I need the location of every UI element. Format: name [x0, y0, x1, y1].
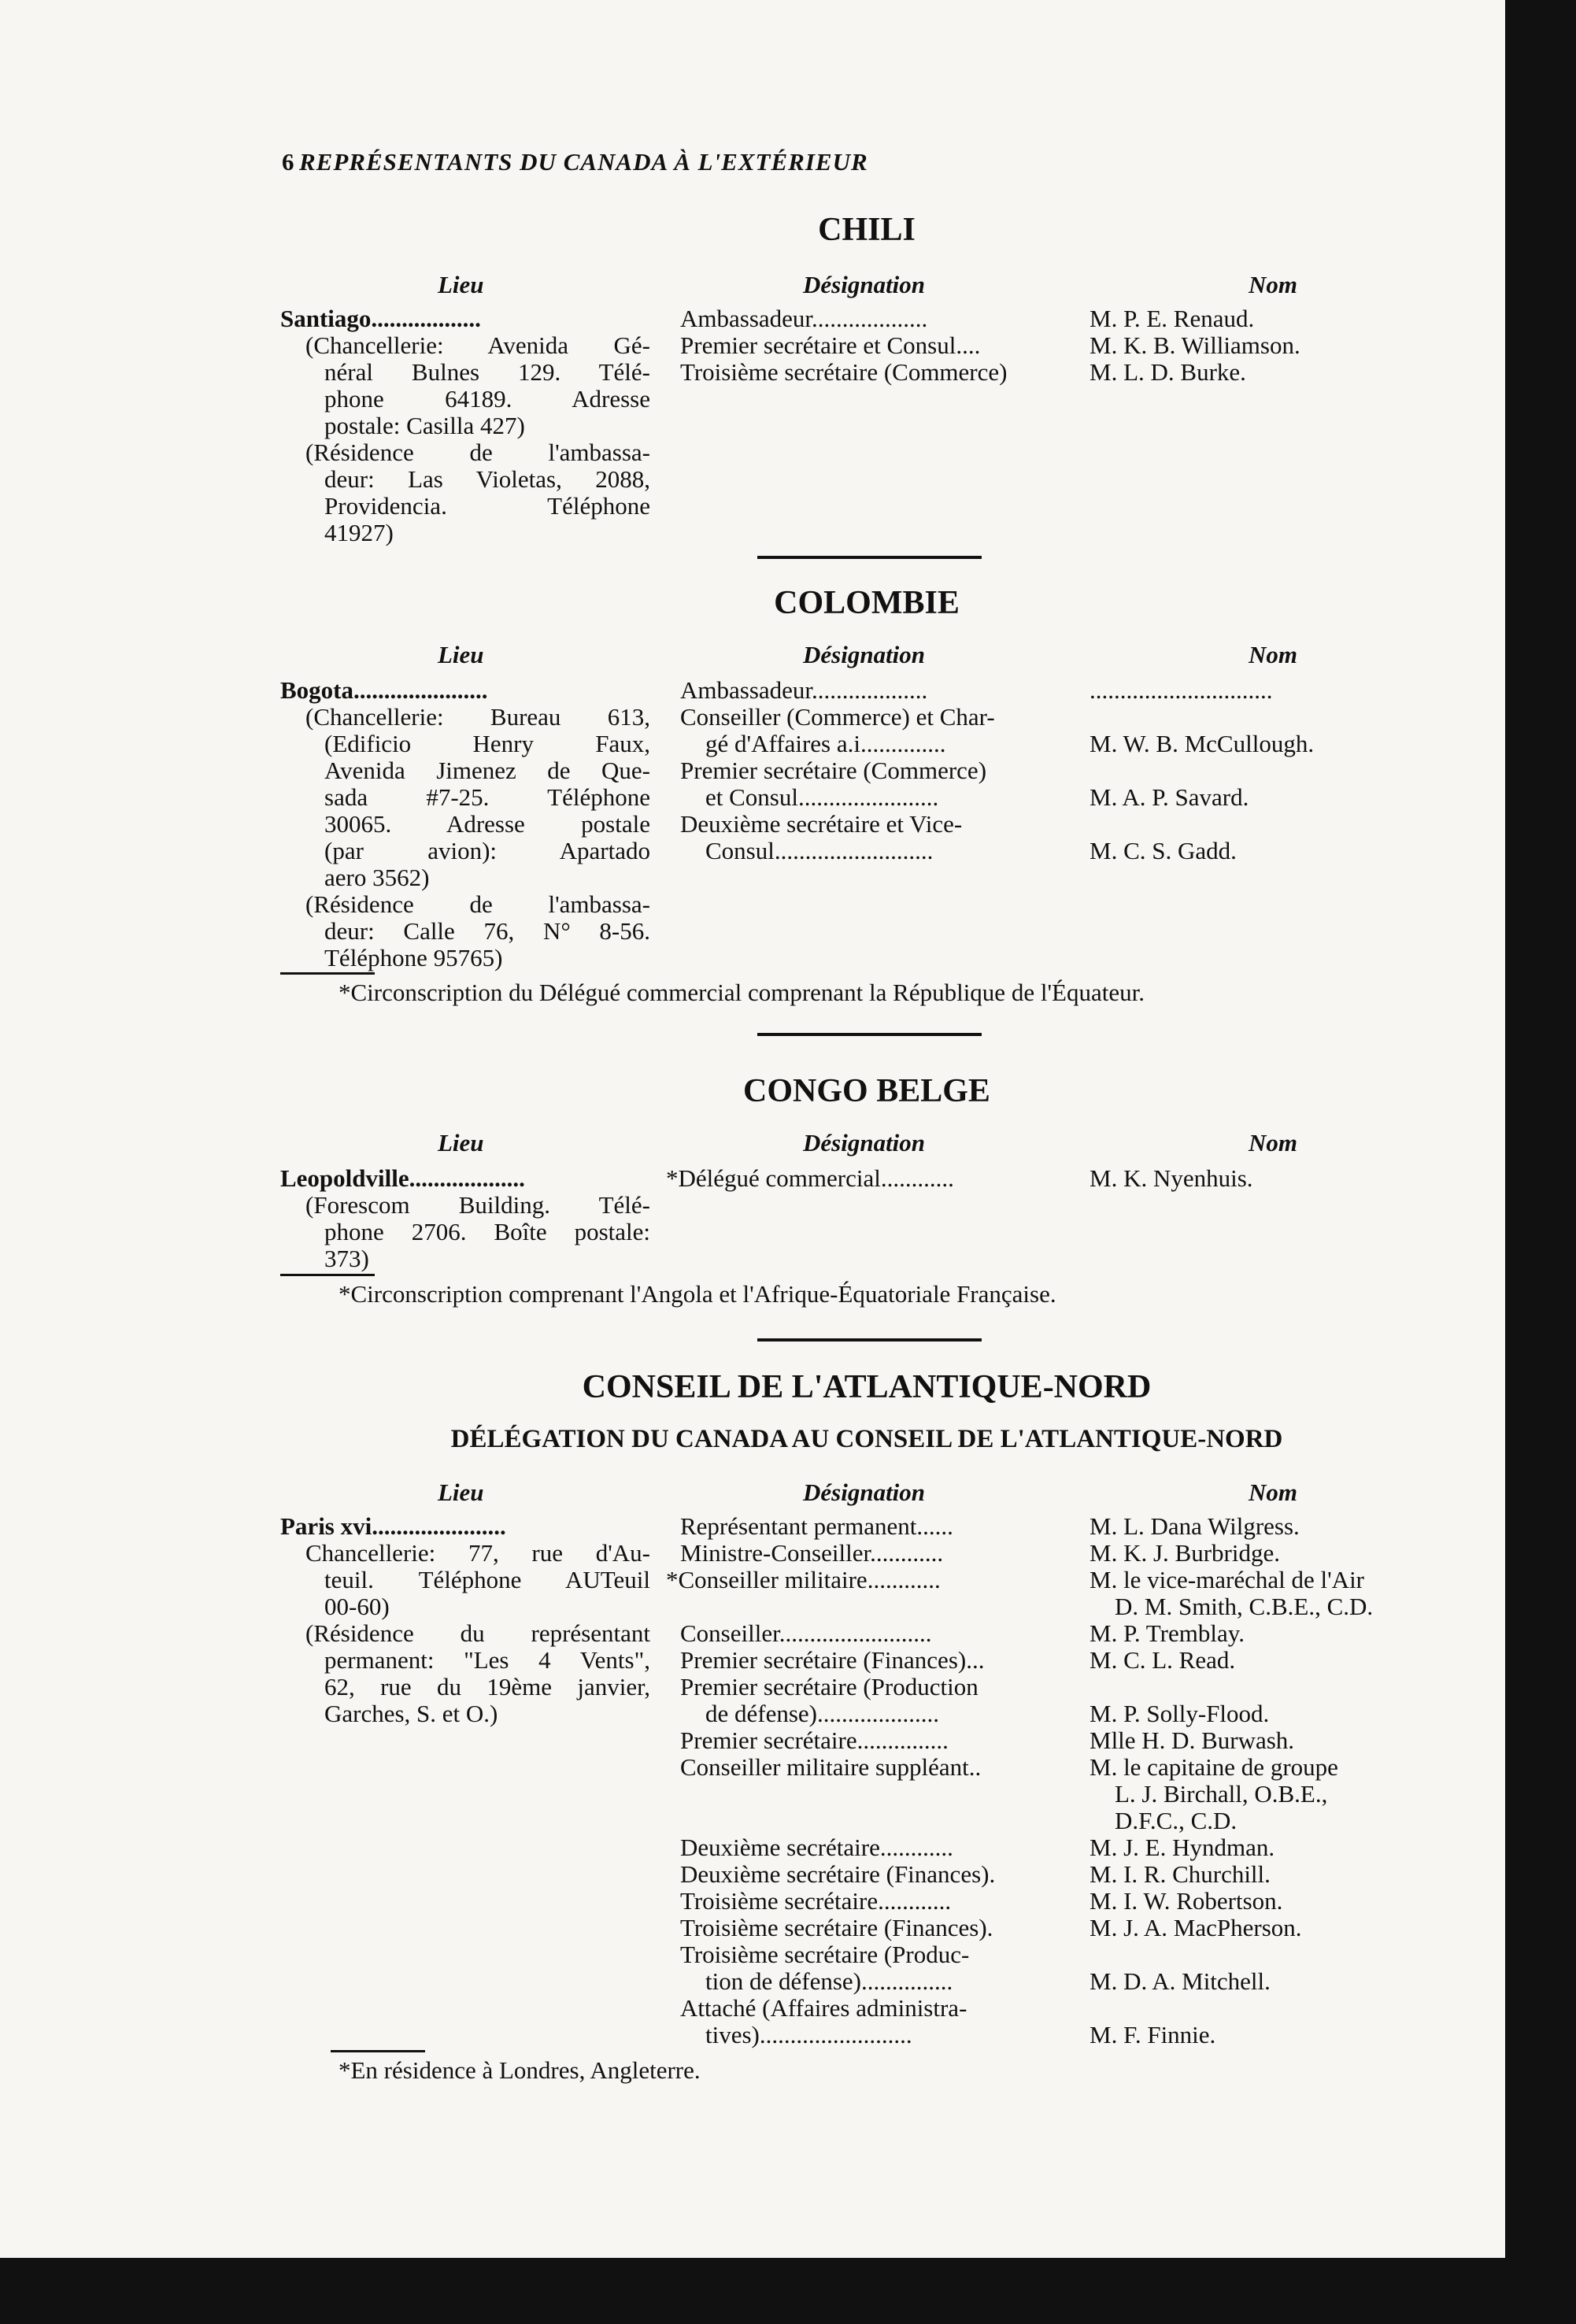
nom-column — [1090, 677, 1453, 864]
designation-line: Troisième secrétaire............ — [680, 1888, 952, 1915]
address-line: phone 2706. Boîte postale: — [324, 1219, 650, 1245]
section-colombie — [280, 677, 1453, 976]
designation-line: Troisième secrétaire (Produc- — [680, 1941, 970, 1968]
address-line: 41927) — [324, 520, 394, 546]
column-head-nom: Nom — [1249, 1129, 1297, 1156]
footnote-rule — [280, 1274, 375, 1276]
section-title-chili: CHILI — [818, 212, 916, 248]
column-heads-colombie — [280, 641, 1453, 671]
address-line: (par avion): Apartado — [324, 838, 650, 864]
scan-border-right — [1505, 0, 1576, 2324]
column-head-lieu: Lieu — [438, 271, 484, 298]
section-divider — [757, 1033, 982, 1036]
address-line: phone 64189. Adresse — [324, 386, 650, 413]
address-line: (Résidence de l'ambassa- — [305, 891, 650, 918]
footnote-otan: *En résidence à Londres, Angleterre. — [339, 2056, 701, 2084]
address-line: teuil. Téléphone AUTeuil — [324, 1567, 650, 1593]
column-head-designation: Désignation — [803, 271, 926, 298]
column-head-nom: Nom — [1249, 271, 1297, 298]
nom-line: M. le vice-maréchal de l'Air — [1090, 1567, 1365, 1593]
footnote-congo: *Circonscription comprenant l'Angola et l'Afrique-Équatoriale Française. — [339, 1280, 1056, 1308]
nom-line: M. I. W. Robertson. — [1090, 1888, 1283, 1915]
lieu-column — [280, 677, 650, 971]
nom-line: M. W. B. McCullough. — [1090, 731, 1315, 757]
designation-line: Conseiller......................... — [680, 1620, 932, 1647]
section-otan — [280, 1513, 1453, 2056]
city-name: Santiago.................. — [280, 305, 481, 332]
column-head-lieu: Lieu — [438, 641, 484, 668]
column-heads-congo — [280, 1129, 1453, 1159]
column-head-nom: Nom — [1249, 1478, 1297, 1506]
nom-line: M. F. Finnie. — [1090, 2022, 1216, 2048]
designation-line: *Conseiller militaire............ — [666, 1567, 941, 1593]
designation-line: Ambassadeur................... — [680, 305, 928, 332]
address-line: 373) — [324, 1245, 369, 1272]
column-head-lieu: Lieu — [438, 1129, 484, 1156]
address-line: Avenida Jimenez de Que- — [324, 757, 650, 784]
designation-line: Ambassadeur................... — [680, 677, 928, 704]
nom-line: M. K. B. Williamson. — [1090, 332, 1300, 359]
running-head: REPRÉSENTANTS DU CANADA À L'EXTÉRIEUR — [299, 148, 868, 176]
nom-column — [1090, 1513, 1453, 2048]
section-divider — [757, 1338, 982, 1341]
column-head-designation: Désignation — [803, 641, 926, 668]
city-name: Paris xvi...................... — [280, 1513, 506, 1540]
address-line: (Chancellerie: Bureau 613, — [305, 704, 650, 731]
footnote-colombie: *Circonscription du Délégué commercial comprenant la République de l'Équateur. — [339, 979, 1145, 1006]
column-head-designation: Désignation — [803, 1129, 926, 1156]
column-head-designation: Désignation — [803, 1478, 926, 1506]
nom-line: M. C. L. Read. — [1090, 1647, 1236, 1674]
city-name: Bogota...................... — [280, 677, 488, 704]
designation-line — [666, 1593, 1090, 1620]
nom-line: M. K. Nyenhuis. — [1090, 1165, 1253, 1192]
designation-column — [680, 305, 1090, 386]
nom-line: M. J. A. MacPherson. — [1090, 1915, 1302, 1941]
designation-line: gé d'Affaires a.i.............. — [705, 731, 946, 757]
designation-line: Premier secrétaire (Production — [680, 1674, 979, 1700]
nom-line: M. P. Solly-Flood. — [1090, 1700, 1270, 1727]
lieu-column — [280, 1165, 650, 1272]
column-head-nom: Nom — [1249, 641, 1297, 668]
designation-line: *Délégué commercial............ — [666, 1165, 954, 1192]
designation-line: Deuxième secrétaire............ — [680, 1834, 953, 1861]
nom-line: M. A. P. Savard. — [1090, 784, 1249, 811]
lieu-column — [280, 305, 650, 546]
address-line: (Chancellerie: Avenida Gé- — [305, 332, 650, 359]
nom-line: M. L. Dana Wilgress. — [1090, 1513, 1300, 1540]
nom-column — [1090, 305, 1453, 386]
section-title-otan: CONSEIL DE L'ATLANTIQUE-NORD — [582, 1369, 1152, 1405]
designation-column — [666, 1165, 1075, 1192]
address-line: deur: Calle 76, N° 8-56. — [324, 918, 650, 945]
nom-line: L. J. Birchall, O.B.E., — [1115, 1781, 1328, 1808]
address-line: Téléphone 95765) — [324, 945, 503, 971]
nom-line: M. D. A. Mitchell. — [1090, 1968, 1271, 1995]
designation-line: Premier secrétaire et Consul.... — [680, 332, 981, 359]
designation-line: Conseiller (Commerce) et Char- — [680, 704, 995, 731]
address-line: 00-60) — [324, 1593, 390, 1620]
nom-line: Mlle H. D. Burwash. — [1090, 1727, 1295, 1754]
section-title-colombie: COLOMBIE — [774, 585, 960, 621]
designation-line: Premier secrétaire............... — [680, 1727, 949, 1754]
designation-column — [680, 677, 1090, 864]
footnote-rule — [280, 972, 375, 975]
section-title-congo-belge: CONGO BELGE — [743, 1073, 990, 1109]
column-heads-chili — [280, 271, 1453, 301]
address-line: (Résidence de l'ambassa- — [305, 439, 650, 466]
column-heads-otan — [280, 1478, 1453, 1508]
designation-line: Conseiller militaire suppléant.. — [680, 1754, 982, 1781]
designation-column — [666, 1513, 1090, 2048]
address-line: permanent: "Les 4 Vents", — [324, 1647, 650, 1674]
footnote-rule — [331, 2050, 425, 2052]
address-line: Providencia. Téléphone — [324, 493, 650, 520]
nom-line — [1090, 1941, 1453, 1968]
address-line: (Edificio Henry Faux, — [324, 731, 650, 757]
designation-line — [666, 1808, 1090, 1834]
nom-column — [1090, 1165, 1453, 1192]
address-line: sada #7-25. Téléphone — [324, 784, 650, 811]
designation-line: de défense).................... — [705, 1700, 939, 1727]
address-line: Garches, S. et O.) — [324, 1700, 498, 1727]
nom-line: D.F.C., C.D. — [1115, 1808, 1237, 1834]
nom-line: M. I. R. Churchill. — [1090, 1861, 1271, 1888]
page-number: 6 — [282, 148, 294, 176]
nom-line: M. C. S. Gadd. — [1090, 838, 1237, 864]
designation-line: tion de défense)............... — [705, 1968, 953, 1995]
designation-line: Premier secrétaire (Finances)... — [680, 1647, 985, 1674]
address-line: (Forescom Building. Télé- — [305, 1192, 650, 1219]
designation-line: Consul.......................... — [705, 838, 934, 864]
lieu-column — [280, 1513, 650, 1727]
designation-line: et Consul....................... — [705, 784, 939, 811]
nom-line — [1090, 1995, 1453, 2022]
designation-line: tives)......................... — [705, 2022, 912, 2048]
address-line: néral Bulnes 129. Télé- — [324, 359, 650, 386]
designation-line — [666, 1781, 1090, 1808]
designation-line: Deuxième secrétaire et Vice- — [680, 811, 963, 838]
section-subtitle-otan: DÉLÉGATION DU CANADA AU CONSEIL DE L'ATLANTIQUE-NORD — [450, 1425, 1283, 1453]
section-congo-belge — [280, 1165, 1453, 1275]
nom-line: M. L. D. Burke. — [1090, 359, 1246, 386]
address-line: Chancellerie: 77, rue d'Au- — [305, 1540, 650, 1567]
address-line: aero 3562) — [324, 864, 430, 891]
nom-line: M. K. J. Burbridge. — [1090, 1540, 1280, 1567]
city-name: Leopoldville................... — [280, 1165, 525, 1192]
nom-line: M. J. E. Hyndman. — [1090, 1834, 1275, 1861]
designation-line: Ministre-Conseiller............ — [680, 1540, 944, 1567]
nom-line: M. le capitaine de groupe — [1090, 1754, 1338, 1781]
section-chili — [280, 305, 1453, 550]
nom-line: M. P. Tremblay. — [1090, 1620, 1245, 1647]
address-line: deur: Las Violetas, 2088, — [324, 466, 650, 493]
designation-line: Attaché (Affaires administra- — [680, 1995, 967, 2022]
nom-line — [1090, 1674, 1453, 1700]
nom-line: M. P. E. Renaud. — [1090, 305, 1255, 332]
designation-line: Représentant permanent...... — [680, 1513, 953, 1540]
scan-border-bottom — [0, 2258, 1576, 2324]
nom-line: .............................. — [1090, 677, 1273, 704]
address-line: (Résidence du représentant — [305, 1620, 650, 1647]
nom-line: D. M. Smith, C.B.E., C.D. — [1115, 1593, 1374, 1620]
designation-line: Deuxième secrétaire (Finances). — [680, 1861, 996, 1888]
designation-line: Troisième secrétaire (Finances). — [680, 1915, 993, 1941]
section-divider — [757, 556, 982, 559]
column-head-lieu: Lieu — [438, 1478, 484, 1506]
address-line: postale: Casilla 427) — [324, 413, 525, 439]
designation-line: Troisième secrétaire (Commerce) — [680, 359, 1008, 386]
address-line: 62, rue du 19ème janvier, — [324, 1674, 650, 1700]
designation-line: Premier secrétaire (Commerce) — [680, 757, 987, 784]
address-line: 30065. Adresse postale — [324, 811, 650, 838]
